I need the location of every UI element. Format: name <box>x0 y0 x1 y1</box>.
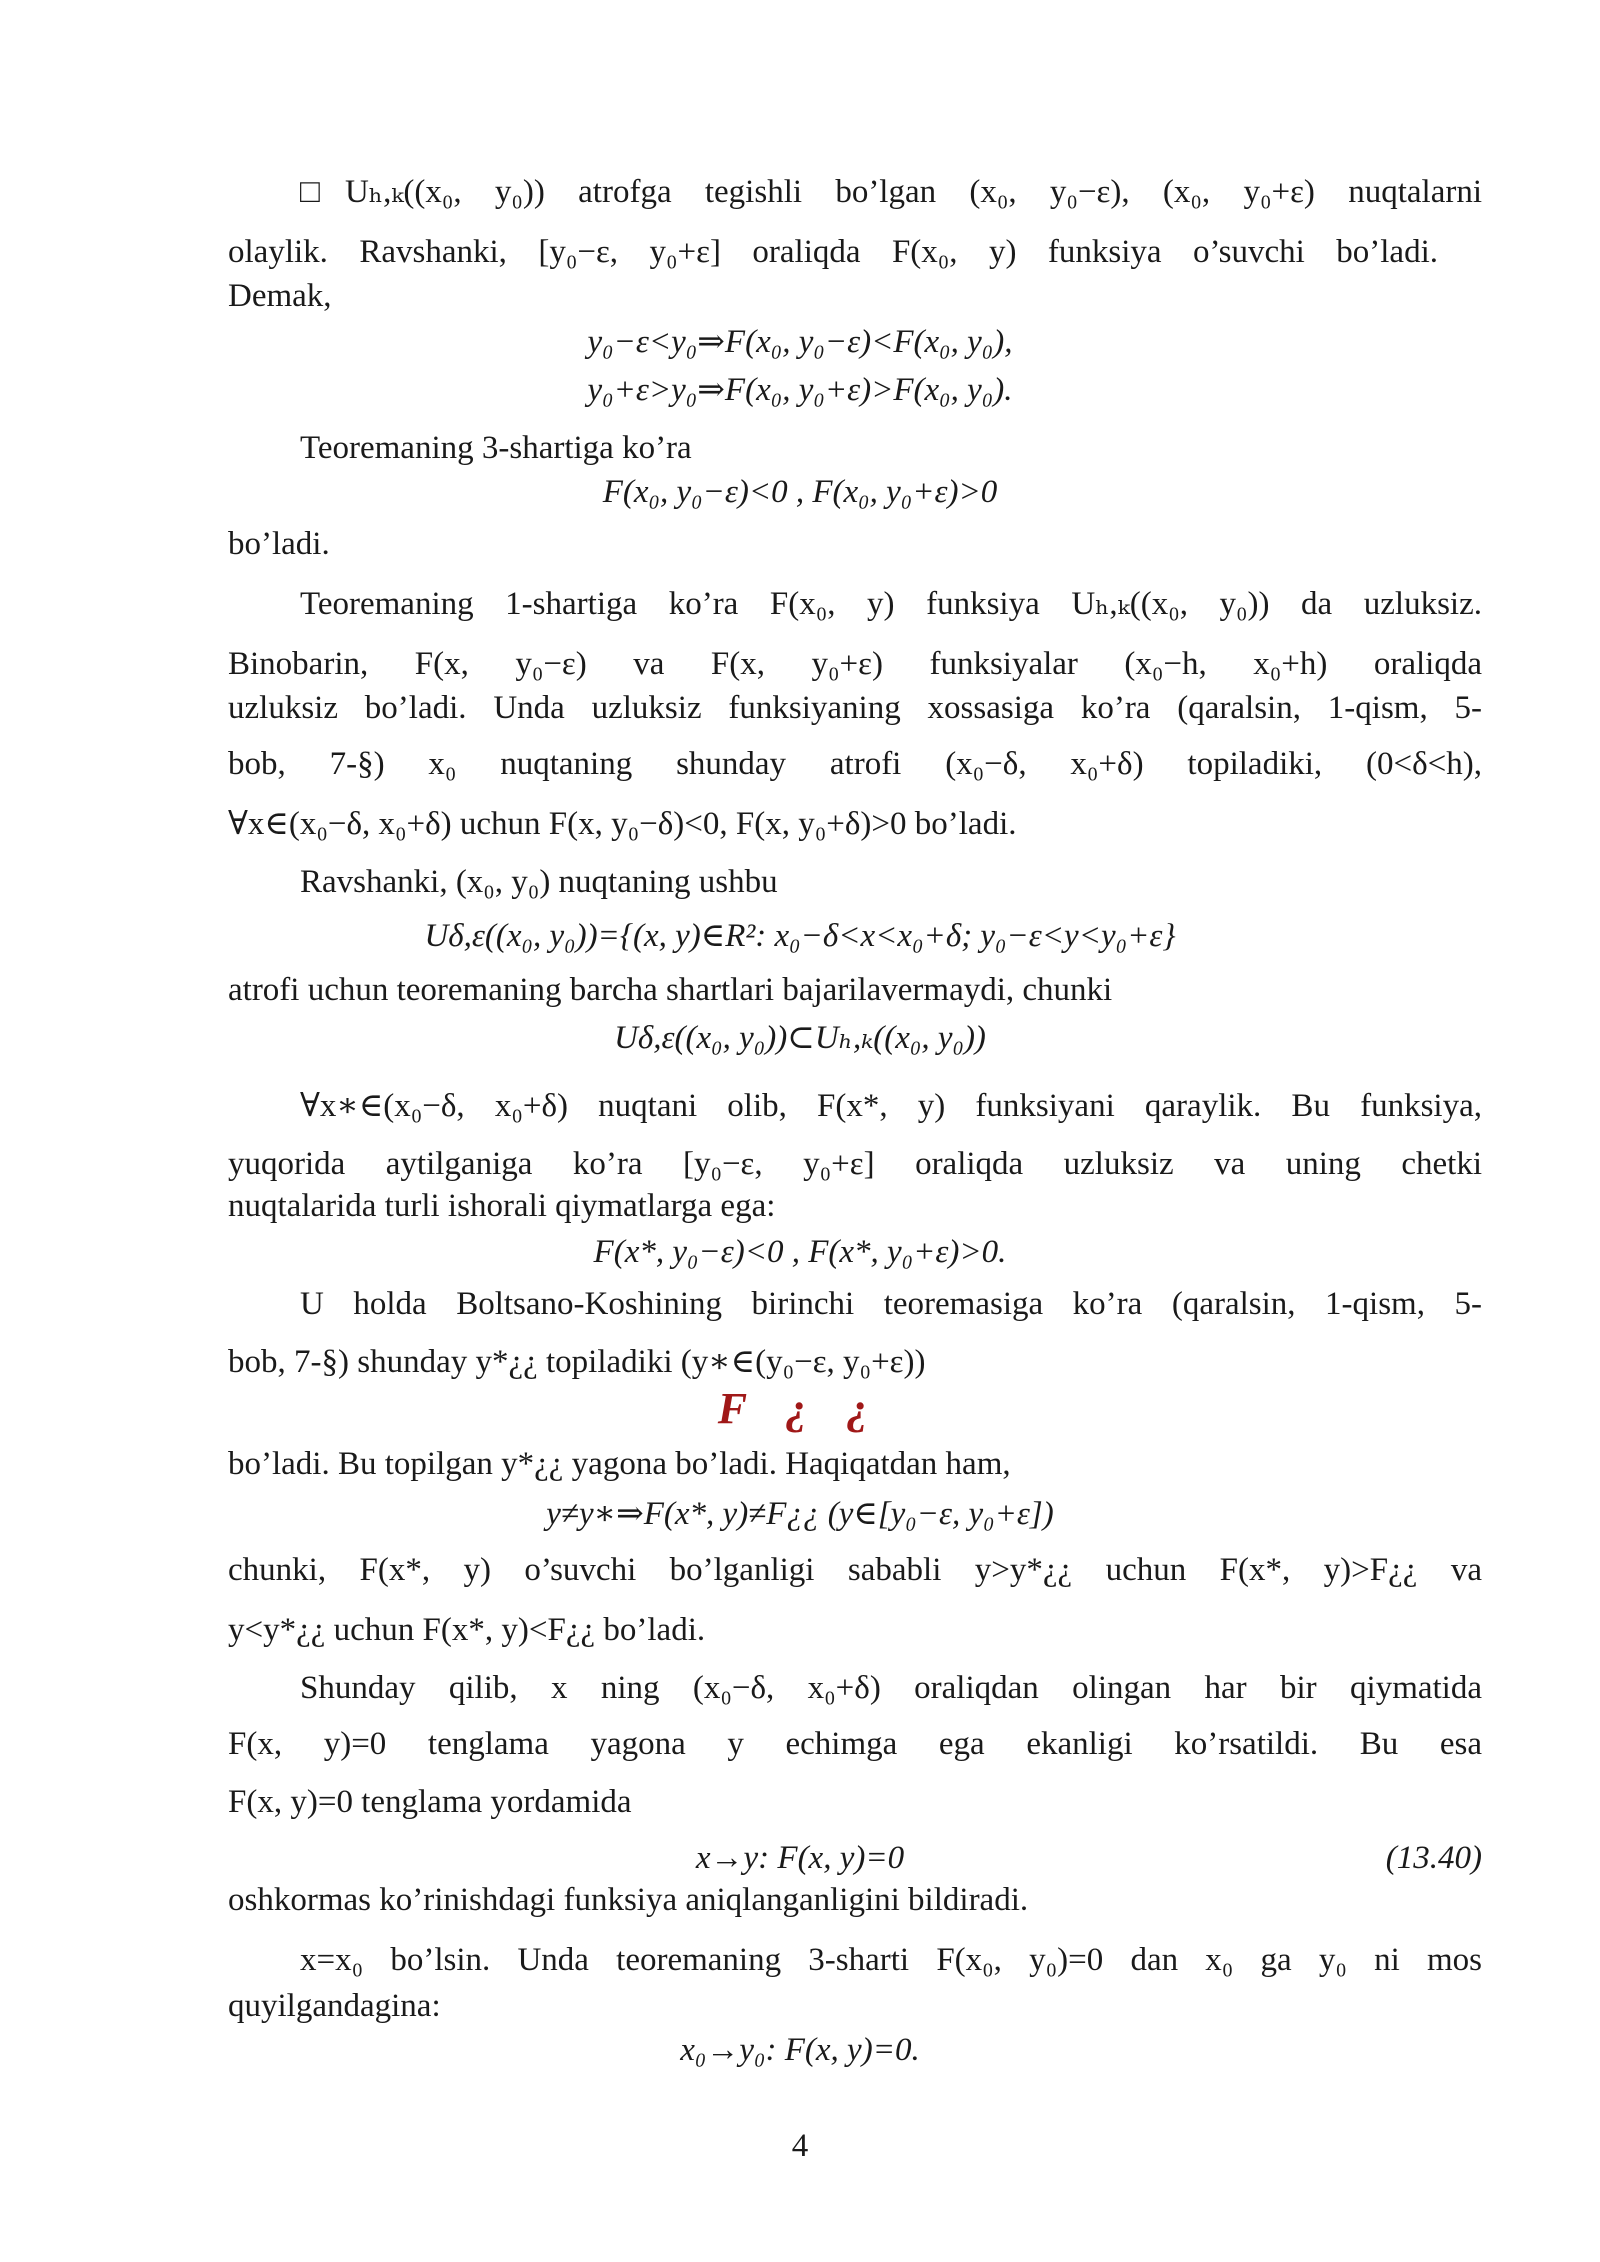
formula-line: y≠y∗⇒F(x*, y)≠F¿¿ (y∈[y₀−ε, y₀+ε]) <box>546 1496 1054 1532</box>
text-line: Binobarin, F(x, y₀−ε) va F(x, y₀+ε) funksiyalar (x₀−h, x₀+h) oraliqda <box>228 646 1482 682</box>
text-line: Demak, <box>228 278 332 314</box>
text-line: F(x, y)=0 tenglama yagona y echimga ega ekanligi ko’rsatildi. Bu esa <box>228 1726 1482 1762</box>
text-line: Teoremaning 3-shartiga ko’ra <box>300 430 692 466</box>
text-line: □Uₕ,ₖ((x₀, y₀)) atrofga tegishli bo’lgan (x₀, y₀−ε), (x₀, y₀+ε) nuqtalarni <box>300 174 1482 210</box>
text-line: yuqorida aytilganiga ko’ra [y₀−ε, y₀+ε] oraliqda uzluksiz va uning chetki <box>228 1146 1482 1182</box>
text-line: quyilgandagina: <box>228 1988 441 2024</box>
text-line: Ravshanki, (x₀, y₀) nuqtaning ushbu <box>300 864 778 900</box>
formula-line: F(x₀, y₀−ε)<0 , F(x₀, y₀+ε)>0 <box>602 474 998 510</box>
text-line: bob, 7-§) x₀ nuqtaning shunday atrofi (x₀−δ, x₀+δ) topiladiki, (0<δ<h), <box>228 746 1482 782</box>
text-line: ∀x∗∈(x₀−δ, x₀+δ) nuqtani olib, F(x*, y) funksiyani qaraylik. Bu funksiya, <box>300 1088 1482 1124</box>
text-line: U holda Boltsano-Koshining birinchi teoremasiga ko’ra (qaralsin, 1-qism, 5- <box>300 1286 1482 1322</box>
text-line: F(x, y)=0 tenglama yordamida <box>228 1784 632 1820</box>
garbled-formula: F ¿ ¿ <box>717 1384 883 1433</box>
text-line: nuqtalarida turli ishorali qiymatlarga ega: <box>228 1188 776 1224</box>
text-line: oshkormas ko’rinishdagi funksiya aniqlanganligini bildiradi. <box>228 1882 1029 1918</box>
formula-line: F(x*, y₀−ε)<0 , F(x*, y₀+ε)>0. <box>593 1234 1007 1270</box>
formula-line: y₀+ε>y₀⇒F(x₀, y₀+ε)>F(x₀, y₀). <box>587 372 1013 408</box>
text-line: bob, 7-§) shunday y*¿¿ topiladiki (y∗∈(y₀−ε, y₀+ε)) <box>228 1344 926 1380</box>
text-line: Teoremaning 1-shartiga ko’ra F(x₀, y) funksiya Uₕ,ₖ((x₀, y₀)) da uzluksiz. <box>300 586 1482 622</box>
text-line: bo’ladi. Bu topilgan y*¿¿ yagona bo’ladi. Haqiqatdan ham, <box>228 1446 1011 1482</box>
text-line: uzluksiz bo’ladi. Unda uzluksiz funksiyaning xossasiga ko’ra (qaralsin, 1-qism, 5- <box>228 690 1482 726</box>
text-line: chunki, F(x*, y) o’suvchi bo’lganligi sababli y>y*¿¿ uchun F(x*, y)>F¿¿ va <box>228 1552 1482 1588</box>
text-line: y<y*¿¿ uchun F(x*, y)<F¿¿ bo’ladi. <box>228 1612 706 1648</box>
formula-line: Uδ,ε((x₀, y₀))={(x, y)∈R²: x₀−δ<x<x₀+δ; y₀−ε<y<y₀+ε} <box>424 918 1176 954</box>
text-line: x=x₀ bo’lsin. Unda teoremaning 3-sharti F(x₀, y₀)=0 dan x₀ ga y₀ ni mos <box>300 1942 1482 1978</box>
text-line: Shunday qilib, x ning (x₀−δ, x₀+δ) oraliqdan olingan har bir qiymatida <box>300 1670 1482 1706</box>
formula-line: y₀−ε<y₀⇒F(x₀, y₀−ε)<F(x₀, y₀), <box>587 324 1013 360</box>
formula-line: x₀→y₀: F(x, y)=0. <box>680 2032 920 2068</box>
text-line: atrofi uchun teoremaning barcha shartlari bajarilavermaydi, chunki <box>228 972 1113 1008</box>
formula-line: x→y: F(x, y)=0 <box>695 1840 905 1876</box>
text-line: bo’ladi. <box>228 526 330 562</box>
page-number: 4 <box>791 2128 809 2164</box>
text-line: ∀x∈(x₀−δ, x₀+δ) uchun F(x, y₀−δ)<0, F(x, y₀+δ)>0 bo’ladi. <box>228 806 1017 842</box>
text-line: olaylik. Ravshanki, [y₀−ε, y₀+ε] oraliqda F(x₀, y) funksiya o’suvchi bo’ladi. <box>228 234 1438 270</box>
equation-number: (13.40) <box>1385 1840 1482 1876</box>
formula-line: Uδ,ε((x₀, y₀))⊂Uₕ,ₖ((x₀, y₀)) <box>614 1020 986 1056</box>
